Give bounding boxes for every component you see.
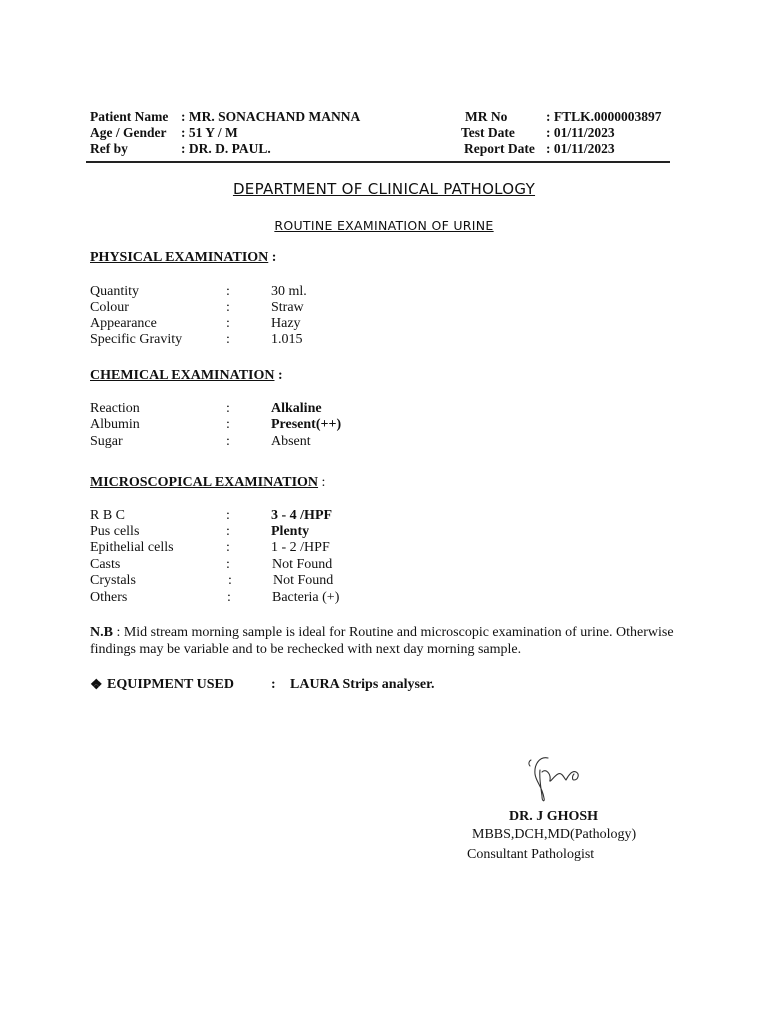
result-label: R B C <box>90 508 126 523</box>
result-separator: : <box>228 573 232 588</box>
chemical-section-title <box>90 368 283 384</box>
result-label: Epithelial cells <box>90 540 174 555</box>
chemical-title-colon: : <box>277 368 283 383</box>
result-value: Absent <box>271 434 311 449</box>
result-label: Sugar <box>90 434 123 449</box>
result-value: 1.015 <box>271 332 303 347</box>
result-separator: : <box>226 284 230 299</box>
result-label: Pus cells <box>90 524 140 539</box>
signatory-role: Consultant Pathologist <box>467 847 595 862</box>
microscopical-section-title <box>90 475 325 491</box>
department-title: DEPARTMENT OF CLINICAL PATHOLOGY <box>232 180 536 198</box>
result-label: Reaction <box>90 401 140 416</box>
result-label: Albumin <box>90 417 140 432</box>
result-label: Appearance <box>90 316 157 331</box>
test-date-label: Test Date <box>461 125 515 140</box>
result-value: Plenty <box>271 524 310 539</box>
result-label: Specific Gravity <box>90 332 183 347</box>
physical-title-colon: : <box>271 250 277 265</box>
equipment-bullet-icon: ❖ <box>90 678 103 693</box>
signature-image <box>520 752 590 804</box>
mr-no-label: MR No <box>465 109 508 124</box>
result-value: Present(++) <box>271 417 342 432</box>
chemical-title-text: CHEMICAL EXAMINATION <box>90 368 275 383</box>
result-value: Bacteria (+) <box>272 590 340 605</box>
result-label: Crystals <box>90 573 136 588</box>
result-separator: : <box>226 524 230 539</box>
result-separator: : <box>226 332 230 347</box>
result-separator: : <box>226 557 230 572</box>
result-value: 30 ml. <box>271 284 307 299</box>
mr-no-value: : FTLK.0000003897 <box>546 109 662 124</box>
age-gender-label: Age / Gender <box>90 125 167 140</box>
result-separator: : <box>226 316 230 331</box>
result-separator: : <box>226 417 230 432</box>
equipment-separator: : <box>271 677 276 692</box>
result-label: Colour <box>90 300 129 315</box>
patient-name-value: : MR. SONACHAND MANNA <box>181 109 361 124</box>
header-divider <box>86 161 670 163</box>
result-value: 1 - 2 /HPF <box>271 540 330 555</box>
result-value: Not Found <box>272 557 333 572</box>
microscopical-title-colon: : <box>321 475 326 490</box>
physical-title-text: PHYSICAL EXAMINATION <box>90 250 269 265</box>
patient-name-label: Patient Name <box>90 109 169 124</box>
report-date-value: : 01/11/2023 <box>546 141 615 156</box>
report-subtitle: ROUTINE EXAMINATION OF URINE <box>274 218 494 233</box>
result-value: 3 - 4 /HPF <box>271 508 333 523</box>
equipment-label: EQUIPMENT USED <box>107 677 234 692</box>
report-date-label: Report Date <box>464 141 535 156</box>
microscopical-title-text: MICROSCOPICAL EXAMINATION <box>90 475 319 490</box>
result-label: Casts <box>90 557 121 572</box>
age-gender-value: : 51 Y / M <box>181 125 238 140</box>
result-value: Not Found <box>273 573 334 588</box>
signatory-name: DR. J GHOSH <box>509 809 599 824</box>
result-separator: : <box>226 401 230 416</box>
test-date-value: : 01/11/2023 <box>546 125 615 140</box>
result-value: Alkaline <box>271 401 322 416</box>
result-separator: : <box>227 590 231 605</box>
result-separator: : <box>226 508 230 523</box>
note-label: N.B <box>90 625 113 640</box>
note-text: : Mid stream morning sample is ideal for Routine and microscopic examination of urine. Otherwise findings may be variable and to be rechecked with next day morning sample. <box>90 625 674 657</box>
result-value: Hazy <box>271 316 301 331</box>
ref-by-value: : DR. D. PAUL. <box>181 141 271 156</box>
physical-section-title <box>90 250 276 266</box>
sample-note <box>90 624 680 658</box>
result-label: Quantity <box>90 284 139 299</box>
signatory-qualification: MBBS,DCH,MD(Pathology) <box>472 827 637 842</box>
ref-by-label: Ref by <box>90 141 128 156</box>
result-separator: : <box>226 434 230 449</box>
result-separator: : <box>226 540 230 555</box>
result-label: Others <box>90 590 128 605</box>
result-value: Straw <box>271 300 304 315</box>
result-separator: : <box>226 300 230 315</box>
equipment-value: LAURA Strips analyser. <box>290 677 435 692</box>
